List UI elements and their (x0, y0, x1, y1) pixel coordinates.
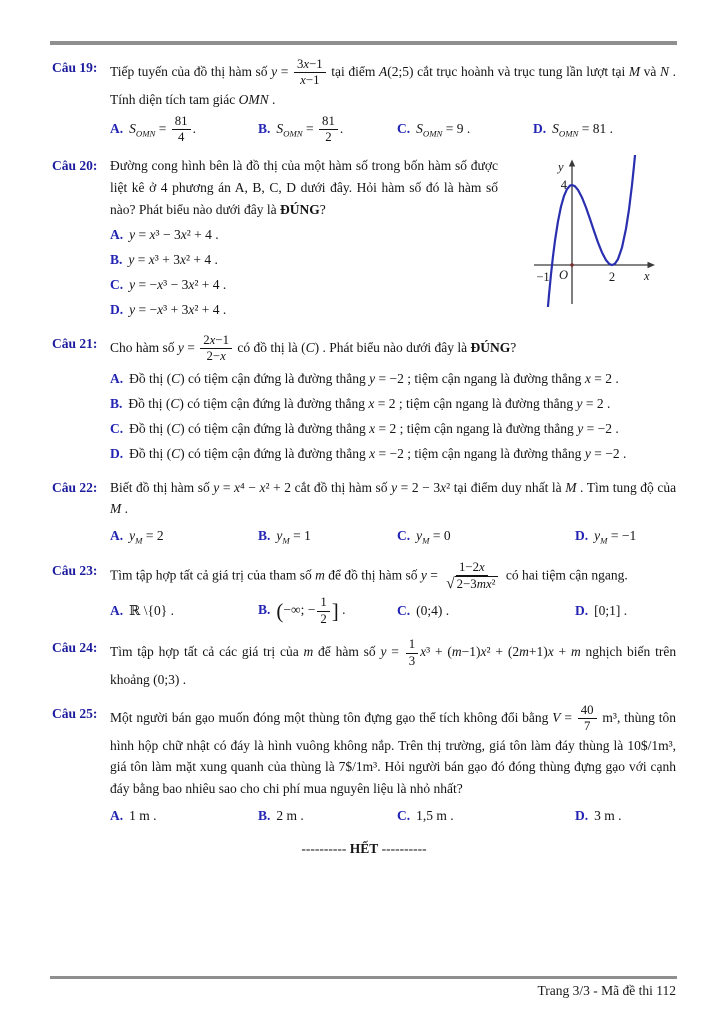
math-segment: M (110, 501, 122, 517)
option (110, 392, 676, 417)
option-label: A. (110, 370, 124, 386)
text-segment: có đồ thị là (234, 339, 302, 355)
fraction-denominator: 2 (325, 130, 332, 145)
math-segment: m (303, 644, 314, 660)
text-segment: . (442, 603, 450, 619)
end-dashes: ---------- (301, 840, 347, 856)
math-subscript: $S_{OMN}$ (552, 121, 579, 140)
option-content (594, 528, 637, 546)
math-segment: N (660, 63, 670, 79)
text-segment: Tìm tập hợp tất cả các giá trị của (110, 644, 304, 660)
text-segment: . (620, 603, 628, 619)
text-segment: . (211, 251, 218, 267)
end-word: HẾT (349, 840, 379, 856)
option-content (129, 528, 164, 546)
text-segment: 1 m . (129, 808, 157, 824)
math-subscript: $y_M$ (594, 528, 608, 546)
text-segment: . (603, 395, 611, 411)
text-segment: Biết đồ thị hàm số (110, 479, 214, 495)
question-label: Câu 24: (52, 640, 98, 656)
question-body (110, 155, 676, 322)
option-content (129, 227, 219, 242)
math-segment: m (315, 567, 325, 583)
option-content (276, 528, 311, 546)
option-label: C. (397, 121, 411, 137)
math-segment: = 1 (293, 528, 311, 544)
question-body (110, 477, 676, 550)
subscript: M (600, 535, 608, 546)
text-segment: ; tiệm cận ngang là đường thẳng (395, 395, 577, 411)
text-segment: Đường cong hình bên là đồ thị của một hàm số trong bốn hàm số được liệt kê ở 4 phương án A, B, C, D dưới đây. Hỏi hàm số đó là hàm số nào? Phát biểu nào dưới đây là (110, 158, 498, 218)
math-segment: y = (271, 63, 289, 79)
option (575, 803, 676, 829)
math-segment: x = 2 (369, 420, 397, 436)
option (258, 595, 397, 627)
origin-label: O (559, 268, 569, 283)
option (533, 116, 676, 142)
question-block (52, 560, 676, 628)
option-label: D. (575, 808, 589, 824)
fraction-numerator: 3x−1 (294, 57, 326, 73)
fraction (319, 114, 338, 146)
text-segment: ; tiệm cận ngang là đường thẳng (403, 445, 585, 461)
option-label: B. (258, 528, 271, 544)
question-body (110, 560, 676, 628)
math-segment: = 9 (445, 121, 464, 137)
text-segment: tại điểm duy nhất là (450, 479, 566, 495)
math-segment: = −1 (610, 528, 637, 544)
text-segment: . (268, 91, 276, 107)
question-body (110, 333, 676, 467)
text-segment: . (611, 420, 619, 436)
text-segment: . (611, 370, 619, 386)
question-block (52, 637, 676, 693)
option-content (129, 113, 196, 145)
option-label: C. (110, 420, 124, 436)
text-segment: ; tiệm cận ngang là đường thẳng (396, 420, 578, 436)
math-segment: OMN (238, 91, 269, 107)
question-text (110, 477, 676, 521)
subscript: M (135, 535, 143, 546)
text-segment: . (121, 501, 128, 517)
text-segment: Đồ thị (129, 445, 167, 461)
option-label: A. (110, 808, 124, 824)
math-segment: x³ + (m−1)x² + (2m+1)x + m (420, 644, 581, 660)
end-marker (52, 839, 676, 859)
math-subscript: $S_{OMN}$ (416, 121, 443, 140)
text-segment: Tìm tập hợp tất cả giá trị của tham số (110, 567, 316, 583)
math-segment: y = (177, 339, 195, 355)
math-subscript: $S_{OMN}$ (276, 120, 303, 139)
question-label: Câu 25: (52, 705, 98, 721)
option-content (416, 528, 451, 546)
fraction-numerator: 1 (317, 595, 329, 611)
option-content (594, 603, 627, 618)
subscript: OMN (422, 129, 443, 140)
curve-path (546, 156, 635, 308)
fraction (406, 637, 418, 669)
option-label: B. (258, 602, 271, 618)
question-label: Câu 21: (52, 335, 98, 351)
option-content (552, 121, 614, 140)
math-segment: (C) (301, 339, 320, 355)
question-text (110, 333, 676, 365)
y-axis-label: y (558, 160, 564, 175)
option-label: B. (110, 251, 123, 267)
top-divider (50, 41, 677, 45)
option-label: C. (397, 603, 411, 619)
math-segment: (C) (166, 420, 185, 436)
question-text (110, 560, 676, 593)
option-content (129, 302, 226, 317)
big-delimiter: ] (331, 599, 339, 624)
math-segment: (0;4) (416, 603, 443, 619)
options (110, 803, 676, 829)
text-segment: . Tìm tung độ của (576, 479, 677, 495)
text-segment: tại điểm (327, 63, 379, 79)
option-content (128, 252, 218, 267)
text-segment: . (192, 120, 196, 136)
option (110, 598, 258, 624)
option (397, 598, 575, 624)
question-body (110, 703, 676, 829)
math-segment: y = −2 (577, 420, 612, 436)
x-tick-pos-label: 2 (608, 270, 616, 285)
math-segment: x = 2 (368, 395, 396, 411)
question-block (52, 155, 676, 322)
text-segment: 2 m . (276, 808, 304, 824)
options (110, 114, 676, 146)
subscript: M (422, 535, 430, 546)
fraction-numerator: 1 (406, 637, 418, 653)
fraction-denominator: 2−x (206, 349, 226, 364)
y-tick-label: 4 (560, 178, 567, 193)
option-content (128, 396, 610, 411)
text-segment: có tiệm cận đứng là đường thẳng (184, 445, 370, 461)
fraction (172, 114, 191, 146)
option-label: B. (258, 808, 271, 824)
text-segment: có tiệm cận đứng là đường thẳng (184, 420, 370, 436)
math-segment: (C) (166, 370, 185, 386)
math-subscript: $y_M$ (276, 528, 290, 546)
option-label: B. (110, 395, 123, 411)
text-segment: . (606, 121, 614, 137)
text-segment: . (619, 445, 627, 461)
page-footer: Trang 3/3 - Mã đề thi 112 (537, 983, 676, 998)
subscript: OMN (283, 128, 303, 139)
math-segment: = (306, 120, 314, 136)
math-segment: y = −2 (584, 445, 620, 461)
questions (52, 57, 676, 859)
fraction (317, 595, 329, 627)
fraction (200, 333, 232, 365)
option-label: C. (110, 276, 124, 292)
math-segment: = 0 (432, 528, 451, 544)
question-text (110, 57, 676, 111)
option-label: A. (110, 227, 124, 242)
math-segment: = (158, 120, 167, 136)
text-segment: Đồ thị (128, 395, 166, 411)
math-segment: ℝ \{0} (129, 603, 168, 619)
math-segment: (C) (166, 445, 185, 461)
fraction-numerator: 81 (172, 114, 191, 130)
option (110, 367, 676, 392)
option-content (129, 446, 626, 461)
subscript: M (282, 535, 290, 546)
question-label: Câu 20: (52, 158, 98, 174)
option-label: B. (258, 120, 271, 136)
end-dashes: ---------- (381, 840, 427, 856)
text-segment: . (219, 301, 227, 317)
options (110, 523, 676, 549)
option (110, 803, 258, 829)
text-segment: Tiếp tuyến của đồ thị hàm số (110, 63, 272, 79)
x-axis-arrow (648, 262, 656, 268)
math-segment: y = 2 (576, 395, 604, 411)
text-segment: nghịch biến trên khoảng (110, 644, 677, 687)
text-segment: Đồ thị (129, 420, 167, 436)
math-segment: y = −2 (369, 370, 404, 386)
text-segment: 3 m . (594, 808, 622, 824)
option (397, 803, 575, 829)
text-segment: . (211, 227, 219, 242)
math-segment: y = −x³ − 3x² + 4 (129, 276, 220, 292)
option-label: D. (575, 603, 589, 619)
fraction-numerator: 2x−1 (200, 333, 232, 349)
text-segment: . (219, 276, 227, 292)
option (397, 523, 575, 549)
text-segment: . (339, 120, 344, 136)
question-block (52, 333, 676, 467)
math-segment: [0;1] (594, 603, 621, 619)
option-label: A. (110, 528, 124, 544)
math-segment: y = x⁴ − x² + 2 (213, 479, 292, 495)
option-label: D. (110, 301, 124, 317)
option (258, 523, 397, 549)
math-subscript: $S_{OMN}$ (129, 120, 156, 139)
text-segment: ? (510, 339, 517, 355)
question-block (52, 57, 676, 145)
question-label: Câu 22: (52, 479, 98, 495)
math-segment: x = −2 (369, 445, 404, 461)
option (258, 803, 397, 829)
option-content (416, 121, 471, 140)
x-axis-label: x (644, 269, 650, 284)
text-segment: Đồ thị (129, 370, 167, 386)
bold-text-segment: ĐÚNG (470, 339, 511, 355)
math-segment: (C) (165, 395, 184, 411)
fraction-denominator: 3 (408, 653, 416, 668)
text-segment: cắt đồ thị hàm số (291, 479, 392, 495)
math-segment: −∞; − (283, 602, 316, 618)
option-content (276, 808, 303, 823)
fraction-denominator (443, 576, 500, 592)
question-text (110, 637, 676, 691)
fraction-with-sqrt (443, 560, 500, 593)
option-content (594, 808, 621, 823)
math-segment: y = (420, 567, 438, 583)
math-segment: y = −x³ + 3x² + 4 (129, 301, 220, 317)
question-body (110, 637, 676, 693)
math-segment: (0;3) (153, 671, 180, 687)
math-segment: = 2 (145, 528, 164, 544)
text-segment: để đồ thị hàm số (324, 567, 421, 583)
math-segment: A(2;5) (378, 63, 414, 79)
option-label: D. (110, 445, 124, 461)
options (110, 595, 676, 627)
text-segment: . (167, 603, 174, 619)
math-segment: x = 2 (584, 370, 612, 386)
math-subscript: $y_M$ (416, 528, 430, 546)
option (575, 523, 676, 549)
origin-dot (570, 264, 573, 267)
fraction-numerator: 1−2x (456, 560, 488, 576)
bottom-divider (50, 976, 677, 979)
option (110, 114, 258, 146)
text-segment: . (179, 671, 187, 687)
option (258, 114, 397, 146)
option-content (129, 371, 619, 386)
text-segment: Một người bán gạo muốn đóng một thùng tôn đựng gạo thể tích không đổi bằng (110, 709, 553, 725)
question-label: Câu 19: (52, 60, 98, 75)
options (110, 367, 676, 467)
option-content (129, 421, 619, 436)
curve-graph (508, 155, 676, 307)
fraction (578, 703, 597, 735)
subscript: OMN (135, 128, 156, 139)
question-block (52, 477, 676, 550)
option-content (416, 603, 449, 618)
x-tick-neg-label: −1 (536, 270, 550, 285)
fraction-denominator: 4 (177, 130, 185, 145)
fraction-denominator: x−1 (300, 73, 320, 88)
math-subscript: $y_M$ (129, 528, 143, 546)
text-segment: . (463, 121, 471, 137)
option-content (276, 595, 346, 626)
question-block (52, 703, 676, 829)
math-segment: y = x³ − 3x² + 4 (129, 227, 212, 242)
fraction-numerator: 81 (319, 114, 338, 130)
option-content (129, 808, 156, 823)
radical-sign: √ (446, 575, 455, 592)
text-segment: 1,5 m . (416, 808, 454, 824)
math-segment: V = (552, 709, 572, 725)
text-segment: cắt trục hoành và trục tung lần lượt tại (413, 63, 629, 79)
math-segment: M (565, 479, 577, 495)
fraction-numerator: 40 (578, 703, 597, 719)
option-label: D. (575, 528, 589, 544)
option (110, 523, 258, 549)
question-label: Câu 23: (52, 562, 98, 578)
question-text (110, 703, 676, 800)
option (397, 116, 533, 142)
question-body (110, 57, 676, 145)
option-label: C. (397, 528, 411, 544)
square-root (446, 576, 497, 592)
text-segment: và (640, 63, 661, 79)
y-axis-arrow (569, 160, 575, 167)
text-segment: có hai tiệm cận ngang. (502, 567, 628, 583)
text-segment: để hàm số (313, 644, 381, 660)
text-segment: . Phát biểu nào dưới đây là (319, 339, 471, 355)
option-content (129, 277, 226, 292)
text-segment: có tiệm cận đứng là đường thẳng (184, 370, 370, 386)
text-segment: . (338, 602, 346, 618)
text-segment: Cho hàm số (110, 339, 178, 355)
option-label: C. (397, 808, 411, 824)
option-label: A. (110, 120, 124, 136)
subscript: OMN (558, 129, 579, 140)
option (575, 598, 676, 624)
text-segment: ; tiệm cận ngang là đường thẳng (403, 370, 585, 386)
option (110, 417, 676, 442)
text-segment: . Tính diện tích tam giác (110, 63, 676, 107)
fraction (294, 57, 326, 89)
option-content (129, 603, 174, 618)
text-segment: m³, thùng tôn hình hộp chữ nhật có đáy là hình vuông không nắp. Trên thị trường, giá tôn làm đáy thùng là 10$/1m³, giá tôn làm mặt xung quanh của thùng là 7$/1m³. Hỏi người bán gạo đó đóng thùng đựng gạo với cạnh đáy bằng bao nhiêu sao cho chi phí mua nguyên liệu là nhỏ nhất? (110, 709, 676, 797)
radicand: 2−3mx² (456, 577, 496, 591)
math-segment: y = (380, 644, 399, 660)
math-segment: y = x³ + 3x² + 4 (128, 251, 212, 267)
fraction-denominator: 7 (583, 719, 591, 734)
math-segment: M (628, 63, 641, 79)
option-label: A. (110, 603, 124, 619)
math-segment: y = 2 − 3x² (391, 479, 451, 495)
fraction-denominator: 2 (320, 611, 327, 626)
text-segment: ? (319, 202, 326, 218)
bold-text-segment: ĐÚNG (280, 202, 320, 218)
option-label: D. (533, 121, 547, 137)
option-content (276, 113, 344, 145)
math-segment: = 81 (581, 121, 607, 137)
option (110, 442, 676, 467)
text-segment: có tiệm cận đứng là đường thẳng (183, 395, 369, 411)
big-delimiter: ( (276, 599, 284, 624)
option-content (416, 808, 454, 823)
